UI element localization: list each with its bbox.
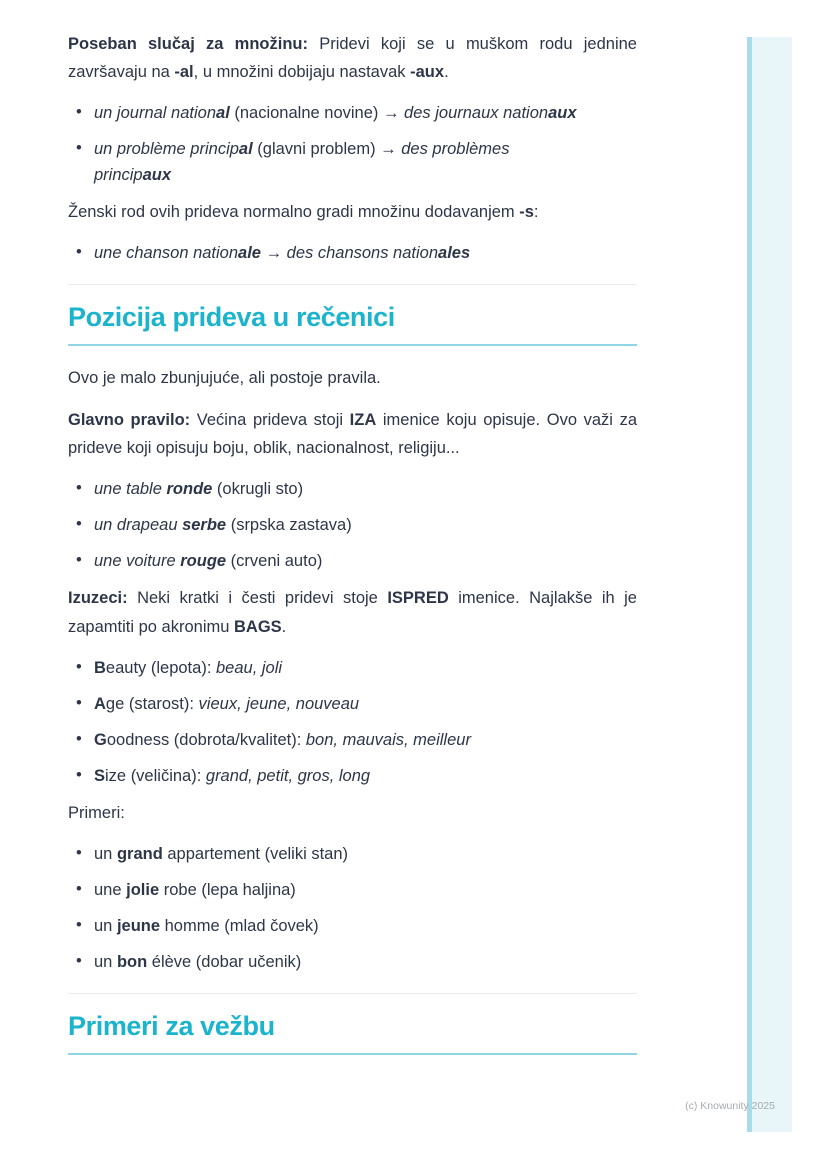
paragraph-plural-special-rule [68, 30, 637, 86]
text-segment: B [94, 658, 106, 677]
text-segment: Pridevi koji se u muškom rodu jednine završavaju na [68, 35, 637, 82]
section-divider [68, 993, 637, 994]
text-segment: A [94, 694, 106, 713]
list-item [68, 240, 637, 266]
text-segment: Poseban slučaj za množinu: [68, 35, 320, 53]
section-divider [68, 284, 637, 285]
text-segment: princip [94, 166, 143, 185]
paragraph-exceptions [68, 584, 637, 640]
paragraph-main-rule [68, 406, 637, 462]
text-segment: S [94, 766, 106, 785]
text-segment: Većina prideva stoji [196, 411, 350, 430]
text-segment: jeune [116, 916, 161, 935]
page-edge-accent-bar [747, 37, 792, 1132]
text-segment: bon, mauvais, meilleur [305, 730, 471, 749]
text-segment: aux [142, 166, 172, 185]
text-segment: une table [94, 480, 167, 499]
list-item [68, 548, 637, 574]
text-segment: ISPRED [387, 589, 449, 608]
list-plural-examples [68, 100, 637, 188]
text-segment: -s [519, 203, 534, 222]
text-segment: (srpska zastava) [226, 516, 352, 535]
text-segment: une [94, 880, 127, 899]
text-segment: ge (starost): [105, 694, 199, 713]
text-segment: (glavni problem) → [252, 140, 402, 159]
text-segment: → [260, 244, 287, 263]
text-segment: beau, joli [215, 658, 283, 677]
text-segment: (crveni auto) [226, 552, 323, 571]
text-segment: imenice koju opisuje. Ovo važi za prideve koji opisuju boju, oblik, nacionalnost, religiju... [68, 411, 638, 458]
paragraph-lead: Ovo je malo zbunjujuće, ali postoje pravila. [68, 369, 381, 388]
text-segment: ize (veličina): [105, 766, 206, 785]
list-item [68, 136, 637, 188]
document-content [68, 30, 637, 1073]
text-segment: aux [548, 104, 577, 123]
text-segment: G [94, 730, 107, 749]
text-segment: vieux, jeune, nouveau [198, 694, 360, 713]
text-segment: des journaux nation [404, 104, 549, 123]
text-segment: un drapeau [94, 516, 183, 535]
text-segment: un [94, 953, 117, 972]
text-segment: grand [116, 844, 163, 863]
section-heading-position: Pozicija prideva u rečenici [68, 301, 637, 346]
list-item [68, 913, 637, 939]
text-segment: . [281, 617, 287, 636]
text-segment: Neki kratki i česti pridevi stoje [137, 589, 388, 608]
text-segment: : [533, 203, 539, 222]
copyright-notice: (c) Knowunity 2025 [685, 1100, 775, 1112]
text-segment: un [94, 916, 117, 935]
text-segment: robe (lepa haljina) [159, 880, 296, 899]
text-segment: homme (mlad čovek) [160, 916, 319, 935]
list-item [68, 100, 637, 126]
text-segment: ales [438, 244, 471, 263]
text-segment: al [216, 104, 230, 123]
text-segment: élève (dobar učenik) [147, 953, 302, 972]
paragraph-feminine-rule [68, 198, 637, 226]
text-segment: imenice. Najlakše ih je zapamtiti po akronimu [68, 589, 637, 636]
text-segment: -al [174, 63, 194, 82]
list-item [68, 691, 637, 717]
list-item [68, 476, 637, 502]
text-segment: jolie [126, 880, 160, 899]
text-segment: des problèmes [401, 140, 510, 159]
text-segment: un problème princip [94, 140, 239, 159]
text-segment: ronde [166, 480, 213, 499]
text-segment: IZA [349, 411, 377, 430]
text-segment: -aux [410, 63, 445, 82]
list-item [68, 727, 637, 753]
text-segment: , u množini dobijaju nastavak [193, 63, 411, 82]
text-segment: rouge [180, 552, 227, 571]
list-item [68, 512, 637, 538]
text-segment: Ženski rod ovih prideva normalno gradi množinu dodavanjem [68, 203, 520, 222]
paragraph-examples-label: Primeri: [68, 803, 125, 822]
text-segment: (okrugli sto) [212, 480, 304, 499]
text-segment: un [94, 844, 117, 863]
list-feminine-examples [68, 240, 637, 266]
text-segment: une chanson nation [94, 244, 239, 263]
text-segment: BAGS [234, 617, 282, 636]
list-item [68, 655, 637, 681]
list-item [68, 877, 637, 903]
text-segment: serbe [182, 516, 227, 535]
list-item [68, 949, 637, 975]
list-item [68, 841, 637, 867]
text-segment: eauty (lepota): [105, 658, 216, 677]
list-after-noun-examples [68, 476, 637, 574]
text-segment: oodness (dobrota/kvalitet): [106, 730, 306, 749]
text-segment: bon [116, 953, 148, 972]
text-segment: appartement (veliki stan) [162, 844, 349, 863]
text-segment: un journal nation [94, 104, 217, 123]
list-bags-acronym [68, 655, 637, 789]
text-segment: grand, petit, gros, long [205, 766, 371, 785]
text-segment: al [238, 140, 253, 159]
list-position-examples [68, 841, 637, 975]
list-item [68, 763, 637, 789]
text-segment: des chansons nation [286, 244, 439, 263]
text-segment: (nacionalne novine) → [229, 104, 405, 123]
text-segment: Glavno pravilo: [68, 411, 197, 430]
text-segment: ale [238, 244, 261, 263]
section-heading-practice: Primeri za vežbu [68, 1010, 637, 1055]
text-segment: une voiture [94, 552, 181, 571]
text-segment: Izuzeci: [68, 589, 138, 608]
text-segment: . [444, 63, 449, 82]
